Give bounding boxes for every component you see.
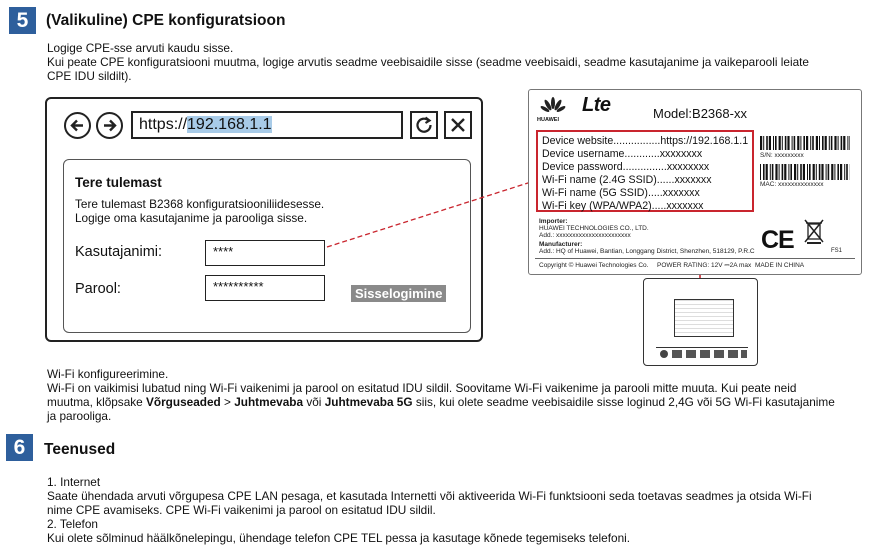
label-line: Device password...............xxxxxxxx <box>542 161 710 173</box>
manufacturer-title: Manufacturer: <box>539 241 583 248</box>
paragraph-line: Kui olete sõlminud häälkõnelepingu, ühendage telefon CPE TEL pessa ja kasutage kõnede tegemiseks telefoni. <box>47 531 631 545</box>
menu-path: Võrguseaded <box>146 395 221 409</box>
fs-code: FS1 <box>831 248 843 254</box>
importer-name: HUAWEI TECHNOLOGIES CO., LTD. <box>539 225 649 232</box>
paragraph-line: ja parooliga. <box>47 409 112 423</box>
login-description: Tere tulemast B2368 konfiguratsiooniliidesesse. <box>75 197 325 211</box>
label-line: Device website................https://192.168.1.1 <box>542 135 749 147</box>
model-text: Model:B2368-xx <box>653 106 747 121</box>
label-line: Wi-Fi name (5G SSID).....xxxxxxx <box>542 187 700 199</box>
username-label: Kasutajanimi: <box>75 244 163 260</box>
paragraph-line: Kui peate CPE konfiguratsiooni muutma, logige arvutis seadme veebisaidile sisse (seadme veebisaidi, seadme kasutajanime ja vaikeparooli leiate <box>47 55 809 69</box>
menu-path: Juhtmevaba 5G <box>324 395 413 409</box>
login-description: Logige oma kasutajanime ja parooliga sisse. <box>75 211 308 225</box>
device-label-card <box>528 89 862 275</box>
password-field[interactable]: ********** <box>205 275 325 301</box>
menu-path: Juhtmevaba <box>234 395 304 409</box>
power-rating: POWER RATING: 12V ⎓2A max <box>657 262 752 269</box>
welcome-heading: Tere tulemast <box>75 175 162 190</box>
paragraph-line: Saate ühendada arvuti võrgupesa CPE LAN pesaga, et kasutada Internetti või aktiveerida Wi-Fi funktsiooni seda toetavas seadmes ja otsida Wi-Fi <box>47 489 812 503</box>
mac-address: MAC: xxxxxxxxxxxxxx <box>760 181 824 188</box>
label-line: Device username............xxxxxxxx <box>542 148 703 160</box>
paragraph-line: CPE IDU sildilt). <box>47 69 132 83</box>
barcode-icon <box>760 164 850 180</box>
serial-number: S/N: xxxxxxxxx <box>760 152 804 159</box>
ce-mark-icon: CE <box>761 226 794 254</box>
copyright-text: Copyright © Huawei Technologies Co. <box>539 262 649 269</box>
login-button[interactable]: Sisselogimine <box>351 285 446 302</box>
paragraph-line: muutma, klõpsake Võrguseaded > Juhtmevaba või Juhtmevaba 5G siis, kui olete seadme veebisaidile sisse loginud 2,4G või 5G Wi-Fi kasutajanime <box>47 395 835 409</box>
password-label: Parool: <box>75 281 121 297</box>
weee-bin-icon <box>803 218 825 244</box>
lte-logo: Lte <box>582 94 611 116</box>
credentials-box <box>536 130 754 212</box>
label-line: Wi-Fi key (WPA/WPA2).....xxxxxxx <box>542 200 704 212</box>
manufacturer-address: Add.: HQ of Huawei, Bantian, Longgang District, Shenzhen, 518129, P.R.C <box>539 248 755 255</box>
section-number-badge: 5 <box>9 7 36 34</box>
brand-name: HUAWEI <box>537 117 559 123</box>
section-title: Teenused <box>44 441 116 458</box>
router-icon <box>643 278 758 366</box>
paragraph-line: Logige CPE-sse arvuti kaudu sisse. <box>47 41 234 55</box>
made-in: MADE IN CHINA <box>755 262 805 269</box>
list-item-title: 1. Internet <box>47 475 101 489</box>
paragraph-line: Wi-Fi on vaikimisi lubatud ning Wi-Fi vaikenimi ja parool on esitatud IDU sildil. Soovitame Wi-Fi vaikenime ja parooli mitte muuta. Kui peate neid <box>47 381 797 395</box>
section-title: (Valikuline) CPE konfiguratsioon <box>46 12 286 29</box>
url-prefix: https:// <box>139 116 188 133</box>
wifi-heading: Wi-Fi konfigureerimine. <box>47 367 169 381</box>
importer-title: Importer: <box>539 218 568 225</box>
paragraph-line: nime CPE avamiseks. CPE Wi-Fi vaikenimi ja parool on esitatud IDU sildil. <box>47 503 436 517</box>
list-item-title: 2. Telefon <box>47 517 98 531</box>
barcode-icon <box>760 136 850 150</box>
url-host: 192.168.1.1 <box>187 116 272 133</box>
label-line: Wi-Fi name (2.4G SSID)......xxxxxxx <box>542 174 712 186</box>
section-number-badge: 6 <box>6 434 33 461</box>
importer-address: Add.: xxxxxxxxxxxxxxxxxxxxxxx <box>539 232 631 239</box>
username-field[interactable]: **** <box>205 240 325 266</box>
